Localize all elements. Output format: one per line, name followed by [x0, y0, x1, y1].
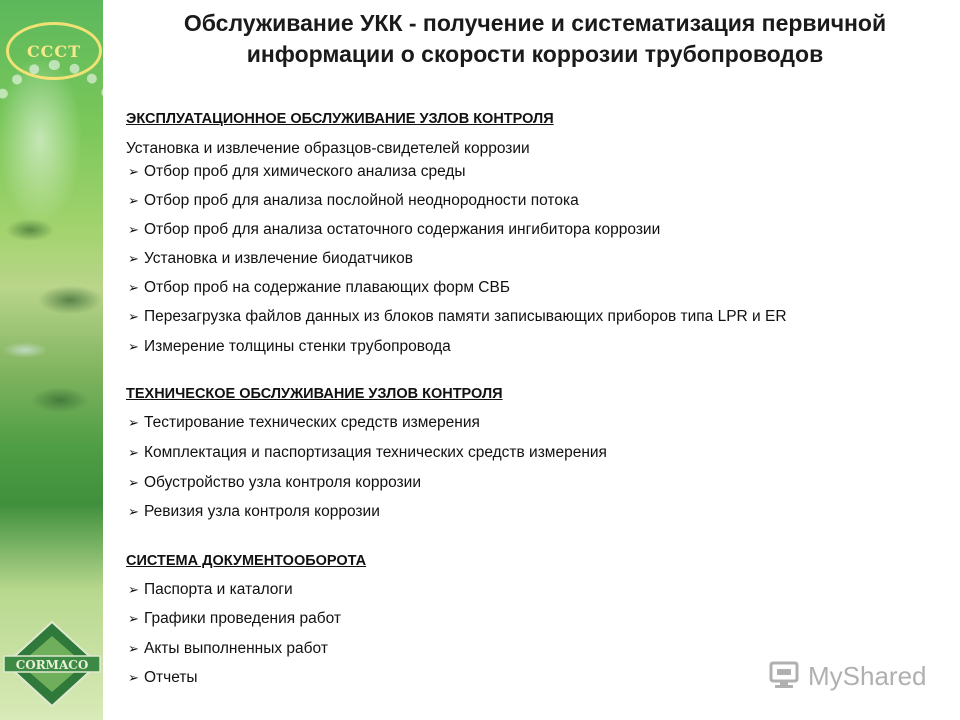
list-item: ➢ Паспорта и каталоги — [128, 581, 293, 598]
myshared-logo-icon — [768, 659, 802, 693]
divider-strip — [103, 0, 113, 720]
bullet-arrow-icon: ➢ — [128, 445, 139, 460]
section-heading-operational: ЭКСПЛУАТАЦИОННОЕ ОБСЛУЖИВАНИЕ УЗЛОВ КОНТРОЛЯ — [126, 111, 554, 127]
bullet-arrow-icon: ➢ — [128, 280, 139, 295]
list-item: ➢ Отбор проб для анализа послойной неоднородности потока — [128, 192, 579, 209]
list-item: ➢ Отбор проб на содержание плавающих форм СВБ — [128, 279, 510, 296]
left-decorative-strip — [0, 0, 103, 720]
bullet-arrow-icon: ➢ — [128, 641, 139, 656]
list-item: ➢ Акты выполненных работ — [128, 640, 328, 657]
section-heading-technical: ТЕХНИЧЕСКОЕ ОБСЛУЖИВАНИЕ УЗЛОВ КОНТРОЛЯ — [126, 386, 503, 402]
cormaco-logo — [2, 618, 102, 710]
section-intro-operational: Установка и извлечение образцов-свидетелей коррозии — [126, 140, 530, 157]
bullet-arrow-icon: ➢ — [128, 582, 139, 597]
top-logo: CCCT — [6, 22, 102, 80]
list-item: ➢ Отбор проб для химического анализа среды — [128, 163, 466, 180]
title-line-1: Обслуживание УКК - получение и систематизация первичной — [183, 10, 887, 36]
bullet-arrow-icon: ➢ — [128, 415, 139, 430]
bullet-arrow-icon: ➢ — [128, 504, 139, 519]
section-heading-documents: СИСТЕМА ДОКУМЕНТООБОРОТА — [126, 553, 367, 569]
title-line-2: информации о скорости коррозии трубопроводов — [246, 41, 824, 67]
list-item: ➢ Тестирование технических средств измерения — [128, 414, 480, 431]
bullet-arrow-icon: ➢ — [128, 339, 139, 354]
landscape-image — [0, 190, 103, 450]
bullet-arrow-icon: ➢ — [128, 164, 139, 179]
page-title — [115, 8, 955, 70]
bullet-arrow-icon: ➢ — [128, 251, 139, 266]
list-item: ➢ Измерение толщины стенки трубопровода — [128, 338, 451, 355]
watermark — [768, 656, 927, 696]
bullet-arrow-icon: ➢ — [128, 611, 139, 626]
bullet-arrow-icon: ➢ — [128, 309, 139, 324]
bullet-arrow-icon: ➢ — [128, 193, 139, 208]
list-item: ➢ Комплектация и паспортизация технических средств измерения — [128, 444, 607, 461]
list-item: ➢ Отбор проб для анализа остаточного содержания ингибитора коррозии — [128, 221, 661, 238]
bullet-arrow-icon: ➢ — [128, 475, 139, 490]
list-item: ➢ Перезагрузка файлов данных из блоков памяти записывающих приборов типа LPR и ER — [128, 308, 787, 325]
list-item: ➢ Графики проведения работ — [128, 610, 341, 627]
list-item: ➢ Установка и извлечение биодатчиков — [128, 250, 413, 267]
watermark-text: MyShared — [808, 660, 927, 691]
bullet-arrow-icon: ➢ — [128, 670, 139, 685]
list-item: ➢ Обустройство узла контроля коррозии — [128, 474, 421, 491]
list-item: ➢ Отчеты — [128, 669, 198, 686]
bullet-arrow-icon: ➢ — [128, 222, 139, 237]
list-item: ➢ Ревизия узла контроля коррозии — [128, 503, 380, 520]
svg-text:CORMACO: CORMACO — [15, 658, 89, 672]
